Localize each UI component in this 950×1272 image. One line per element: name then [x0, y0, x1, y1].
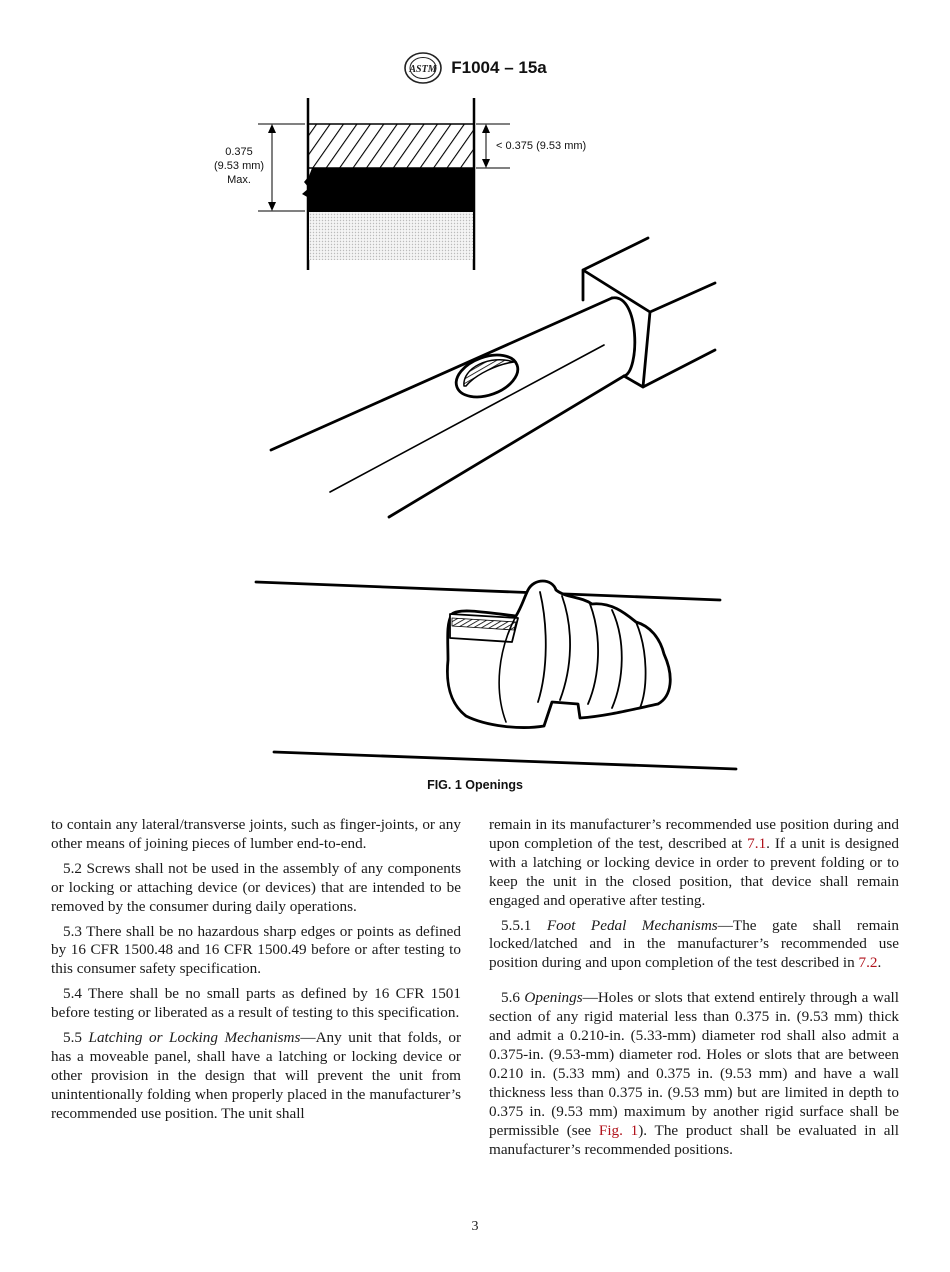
section-link-7-2[interactable]: 7.2	[858, 954, 878, 972]
dim-left-max: Max.	[227, 174, 251, 186]
dim-left-mm: (9.53 mm)	[213, 160, 265, 172]
text-span: ). The product shall be evaluated in all manufacturer’s recommended positions.	[489, 1121, 899, 1158]
text-span: .	[877, 954, 882, 972]
paragraph-5-5	[51, 1029, 461, 1124]
paragraph-5-5-1	[489, 917, 899, 974]
section-number: 5.5.1	[501, 916, 532, 934]
paragraph-5-2: 5.2 Screws shall not be used in the assembly of any components or locking or attaching device (or devices) that are intended to be removed by the consumer during daily operations.	[51, 859, 461, 915]
dim-right-label: < 0.375 (9.53 mm)	[496, 140, 587, 152]
paragraph-5-6	[489, 989, 899, 1159]
paragraph-5-3: 5.3 There shall be no hazardous sharp edges or points as defined by 16 CFR 1500.48 and 16 CFR 1500.49 before or after testing to this consumer safety specification.	[51, 922, 461, 978]
section-number: 5.6	[501, 989, 520, 1007]
document-id: F1004 – 15a	[451, 58, 547, 77]
left-column	[51, 816, 461, 1130]
page-number: 3	[471, 1219, 479, 1234]
section-title: Latching or Locking Mechanisms	[88, 1029, 301, 1047]
paragraph-continuation: to contain any lateral/transverse joints, such as finger-joints, or any other means of joining pieces of lumber end-to-end.	[51, 816, 461, 852]
cross-section-detail	[214, 98, 586, 270]
text-span: —Holes or slots that extend entirely through a wall section of any rigid material less than 0.375 in. (9.53 mm) thick and admit a 0.210-in. (5.33-mm) diameter rod shall also admit a 0.375-in. (9.53-mm) diameter rod. Holes or slots that are between 0.210 in. (5.33 mm) and 0.375 in. (9.53 mm) and have a wall thickness less than 0.375 in. (9.53 mm) but are limited in depth to 0.375 in. (9.53 mm) maximum by another rigid surface shall be permissible (see	[489, 989, 900, 1139]
page-header	[0, 50, 950, 86]
latch-illustration	[256, 581, 736, 769]
logo-text: ASTM	[409, 64, 437, 75]
figure-openings	[0, 90, 950, 780]
paragraph-5-5-continued	[489, 816, 899, 911]
text-span: —The gate shall remain locked/latched and in the manufacturer’s recommended use position during and upon completion of the test described in	[489, 916, 899, 972]
section-text: —Any unit that folds, or has a moveable panel, shall have a latching or locking device or other provision in the design that will prevent the unit from unintentionally folding when properly placed in the manufacturer’s recommended use position. The unit shall	[51, 1029, 461, 1122]
tube-illustration	[271, 238, 715, 517]
figure-caption: FIG. 1 Openings	[427, 778, 523, 792]
right-column	[489, 816, 899, 1165]
section-number: 5.5	[63, 1029, 82, 1047]
section-title: Foot Pedal Mechanisms	[546, 916, 718, 934]
section-link-7-1[interactable]: 7.1	[747, 834, 767, 852]
section-title: Openings	[524, 989, 583, 1007]
text-span: . If a unit is designed with a latching or locking device in order to prevent folding or to keep the unit in the closed position, that device shall remain engaged and operative after testing.	[489, 834, 899, 909]
figure-link-fig-1[interactable]: Fig. 1	[598, 1121, 639, 1139]
paragraph-5-4: 5.4 There shall be no small parts as defined by 16 CFR 1501 before testing or liberated as a result of testing to this specification.	[51, 985, 461, 1022]
text-span: remain in its manufacturer’s recommended use position during and upon completion of the test, described at	[489, 816, 899, 852]
dim-left-value: 0.375	[225, 146, 253, 158]
astm-logo-icon	[403, 51, 443, 85]
